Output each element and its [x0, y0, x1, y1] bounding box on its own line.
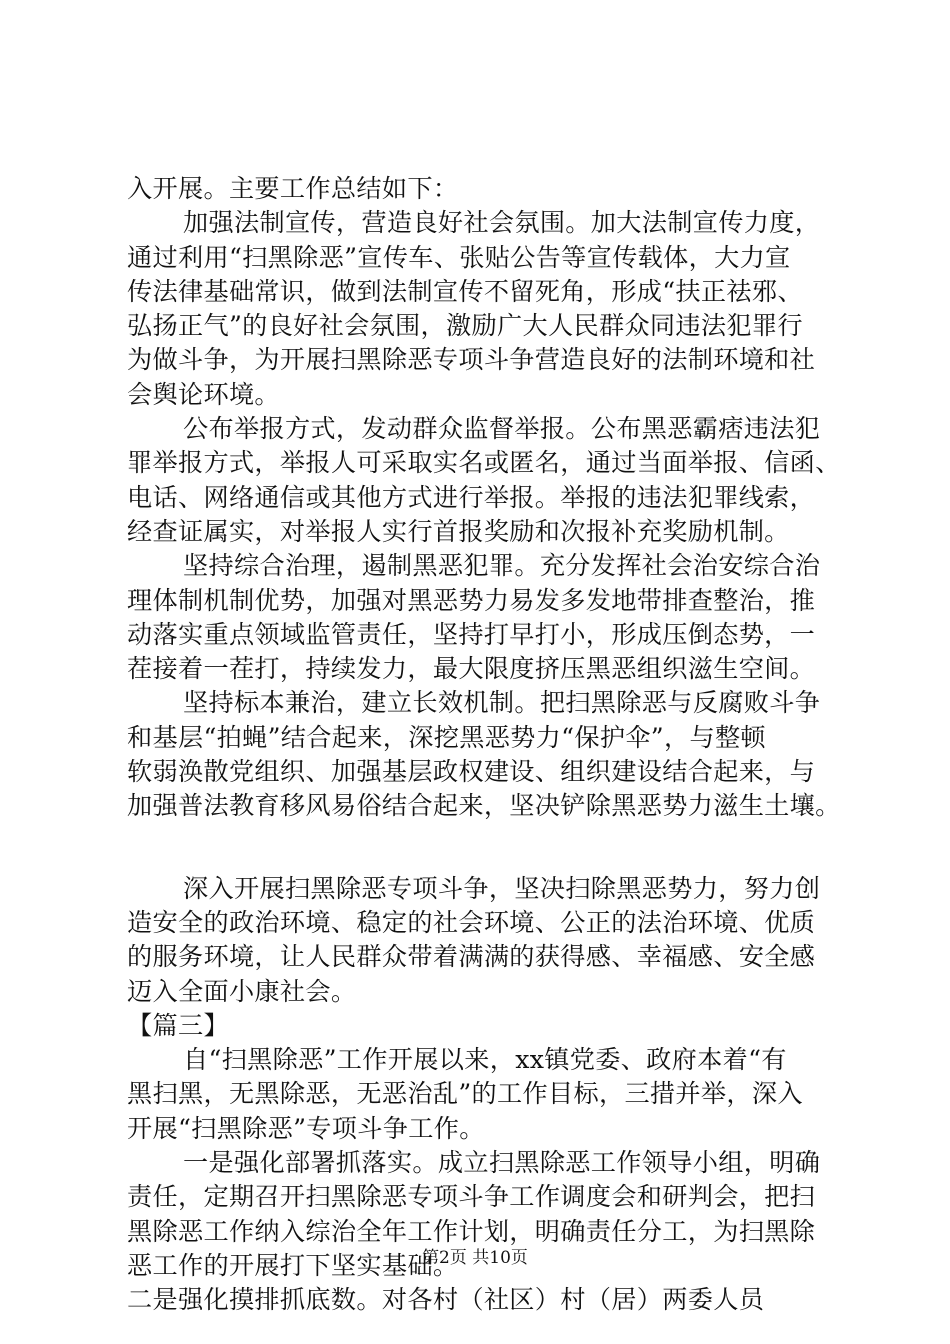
text-line: 深入开展扫黑除恶专项斗争，坚决扫除黑恶势力，努力创 — [183, 873, 821, 903]
text-line: 二是强化摸排抓底数。对各村（社区）村（居）两委人员 — [127, 1285, 765, 1315]
text-line: 坚持综合治理，遏制黑恶犯罪。充分发挥社会治安综合治 — [183, 551, 821, 581]
document-body — [127, 172, 841, 1318]
text-line: 自“扫黑除恶”工作开展以来，xx镇党委、政府本着“有 — [183, 1045, 787, 1075]
text-line: 黑除恶工作纳入综治全年工作计划，明确责任分工，为扫黑除 — [127, 1216, 816, 1246]
text-line: 坚持标本兼治，建立长效机制。把扫黑除恶与反腐败斗争 — [183, 688, 821, 718]
text-line: 电话、网络通信或其他方式进行举报。举报的违法犯罪线索， — [127, 482, 816, 512]
text-line: 通过利用“扫黑除恶”宣传车、张贴公告等宣传载体，大力宣 — [127, 242, 791, 272]
text-line: 理体制机制优势，加强对黑恶势力易发多发地带排查整治，推 — [127, 585, 816, 615]
text-line: 公布举报方式，发动群众监督举报。公布黑恶霸痞违法犯 — [183, 414, 821, 444]
text-line: 罪举报方式，举报人可采取实名或匿名，通过当面举报、信函、 — [127, 448, 841, 478]
text-line: 软弱涣散党组织、加强基层政权建设、组织建设结合起来，与 — [127, 757, 816, 787]
text-line: 黑扫黑，无黑除恶，无恶治乱”的工作目标，三措并举，深入 — [127, 1079, 803, 1109]
text-line: 一是强化部署抓落实。成立扫黑除恶工作领导小组，明确 — [183, 1148, 821, 1178]
section-gap — [127, 824, 827, 872]
text-line: 动落实重点领域监管责任，坚持打早打小，形成压倒态势，一 — [127, 619, 816, 649]
text-line: 为做斗争，为开展扫黑除恶专项斗争营造良好的法制环境和社 — [127, 345, 816, 375]
text-line: 责任，定期召开扫黑除恶专项斗争工作调度会和研判会，把扫 — [127, 1182, 816, 1212]
text-line: 加强普法教育移风易俗结合起来，坚决铲除黑恶势力滋生土壤。 — [127, 791, 841, 821]
text-line: 恶工作的开展打下坚实基础。 — [127, 1250, 459, 1280]
text-line: 开展“扫黑除恶”专项斗争工作。 — [127, 1113, 485, 1143]
page-number-footer: 第2页 共10页 — [422, 1248, 528, 1268]
text-line: 【篇三】 — [127, 1010, 229, 1040]
text-line: 的服务环境，让人民群众带着满满的获得感、幸福感、安全感 — [127, 942, 816, 972]
text-line: 弘扬正气”的良好社会氛围，激励广大人民群众同违法犯罪行 — [127, 311, 803, 341]
text-line: 造安全的政治环境、稳定的社会环境、公正的法治环境、优质 — [127, 907, 816, 937]
text-line: 和基层“拍蝇”结合起来，深挖黑恶势力“保护伞”，与整顿 — [127, 722, 766, 752]
text-line: 茬接着一茬打，持续发力，最大限度挤压黑恶组织滋生空间。 — [127, 654, 816, 684]
text-line: 入开展。主要工作总结如下： — [127, 174, 459, 203]
text-line: 会舆论环境。 — [127, 379, 280, 409]
text-line: 加强法制宣传，营造良好社会氛围。加大法制宣传力度， — [183, 208, 821, 238]
text-line: 传法律基础常识，做到法制宣传不留死角，形成“扶正祛邪、 — [127, 276, 803, 306]
text-line: 迈入全面小康社会。 — [127, 976, 357, 1006]
text-line: 经查证属实，对举报人实行首报奖励和次报补充奖励机制。 — [127, 516, 790, 546]
